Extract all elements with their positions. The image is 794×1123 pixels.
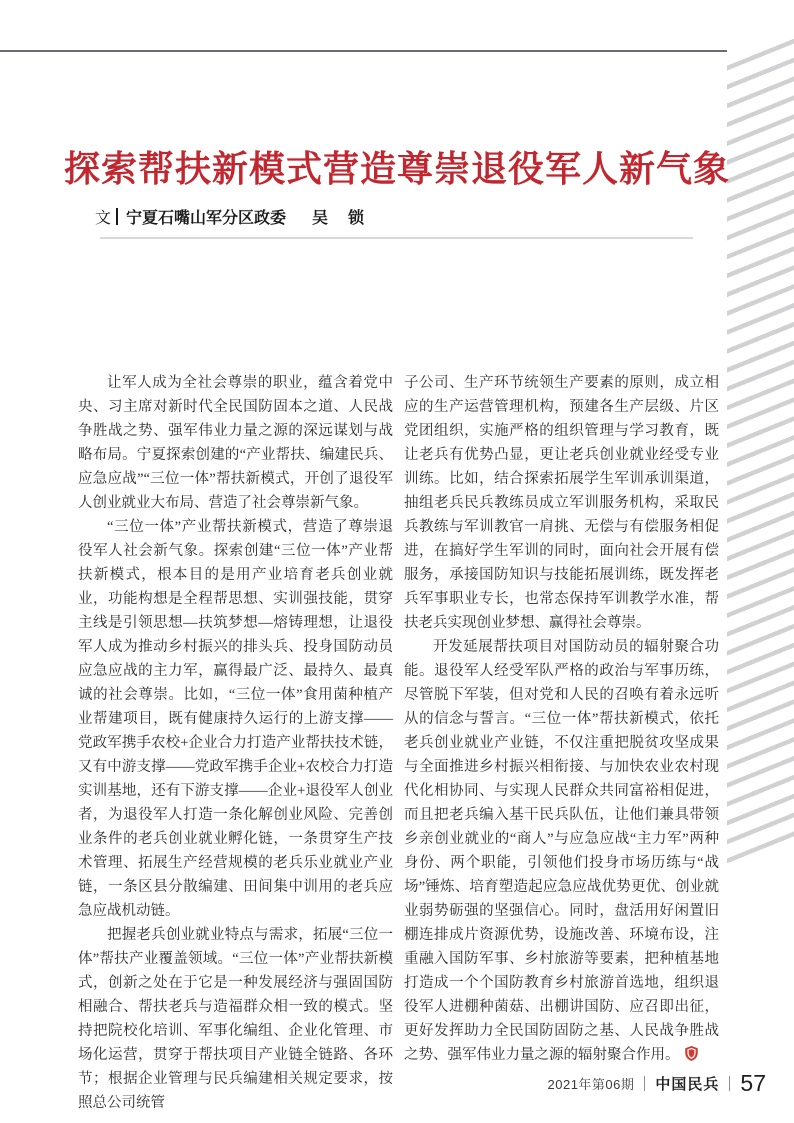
byline-label: 文	[95, 210, 112, 227]
byline-rule-divider	[100, 237, 693, 239]
article-column-right	[404, 371, 719, 1067]
top-rule-divider	[0, 50, 727, 52]
article-end-shield-icon	[685, 1046, 698, 1061]
paragraph-text: 开发延展帮扶项目对国防动员的辐射聚合功能。退役军人经受军队严格的政治与军事历练，尽管脱下军装，但对党和人民的召唤有着永远听从的信念与誓言。“三位一体”帮扶新模式，依托老兵创业就业产业链，不仅注重把脱贫攻坚成果与全面推进乡村振兴相衔接、与加快农业农村现代化相协同、与实现人民群众共同富裕相促进，而且把老兵编入基干民兵队伍，让他们兼具带领乡亲创业就业的“商人”与应急应战“主力军”两种身份、两个职能，引领他们投身市场历练与“战场”锤炼、培育塑造起应急应战优势更优、创业就业弱势砺强的坚强信心。同时，盘活用好闲置旧棚连排成片资源优势，设施改善、环境布设，注重融入国防军事、乡村旅游等要素，把种植基地打造成一个个国防教育乡村旅游首选地，组织退役军人进棚种菌菇、出棚讲国防、应召即出征，更好发挥助力全民国防固防之基、人民战争胜战之势、强军伟业力量之源的辐射聚合作用。	[404, 639, 719, 1063]
paragraph	[404, 635, 719, 1067]
paragraph: 子公司、生产环节统领生产要素的原则，成立相应的生产运营管理机构，预建各生产层级、片区党团组织，实施严格的组织管理与学习教育，既让老兵有优势凸显，更让老兵创业就业经受专业训练。比如，结合探索拓展学生军训承训渠道，抽组老兵民兵教练员成立军训服务机构，采取民兵教练与军训教官一肩挑、无偿与有偿服务相促进，在搞好学生军训的同时，面向社会开展有偿服务，承接国防知识与技能拓展训练，既发挥老兵军事职业专长，也常态保持军训教学水准，帮扶老兵实现创业梦想、赢得社会尊崇。	[404, 375, 719, 631]
page-footer	[548, 1070, 767, 1097]
article-title: 探索帮扶新模式营造尊崇退役军人新气象	[63, 149, 730, 189]
footer-page-number: 57	[740, 1070, 766, 1096]
paragraph: “三位一体”产业帮扶新模式，营造了尊崇退役军人社会新气象。探索创建“三位一体”产业帮扶新模式，根本目的是用产业培育老兵创业就业，功能构想是全程帮思想、实训强技能，贯穿主线是引领思想—扶筑梦想—熔铸理想，让退役军人成为推动乡村振兴的排头兵、投身国防动员应急应战的主力军，赢得最广泛、最持久、最真诚的社会尊崇。比如，“三位一体”食用菌种植产业帮建项目，既有健康持久运行的上游支撑——党政军携手农校+企业合力打造产业帮扶技术链，又有中游支撑——党政军携手企业+农校合力打造实训基地，还有下游支撑——企业+退役军人创业者，为退役军人打造一条化解创业风险、完善创业条件的老兵创业就业孵化链，一条贯穿生产技术管理、拓展生产经营规模的老兵乐业就业产业链，一条区县分散编建、田间集中训用的老兵应急应战机动链。	[78, 519, 393, 919]
paragraph: 让军人成为全社会尊崇的职业，蕴含着党中央、习主席对新时代全民国防固本之道、人民战争胜战之势、强军伟业力量之源的深远谋划与战略布局。宁夏探索创建的“产业帮扶、编建民兵、应急应战”“三位一体”帮扶新模式，开创了退役军人创业就业大布局、营造了社会尊崇新气象。	[78, 375, 393, 511]
byline-unit: 宁夏石嘴山军分区政委	[126, 210, 287, 227]
byline-bar-divider	[116, 208, 118, 225]
byline-author: 吴 锁	[312, 210, 367, 227]
article-column-left	[78, 371, 393, 1115]
footer-divider	[729, 1076, 730, 1091]
paragraph: 把握老兵创业就业特点与需求，拓展“三位一体”帮扶产业覆盖领域。“三位一体”产业帮扶新模式，创新之处在于它是一种发展经济与强固国防相融合、帮扶老兵与造福群众相一致的模式。坚持把院校化培训、军事化编组、企业化管理、市场化运营，贯穿于帮扶项目产业链全链路、各环节；根据企业管理与民兵编建相关规定要求，按照总公司统管	[78, 927, 393, 1111]
footer-divider	[644, 1076, 645, 1091]
footer-magazine-name: 中国民兵	[655, 1076, 720, 1093]
footer-issue: 2021年第06期	[547, 1077, 635, 1092]
byline	[95, 205, 366, 228]
